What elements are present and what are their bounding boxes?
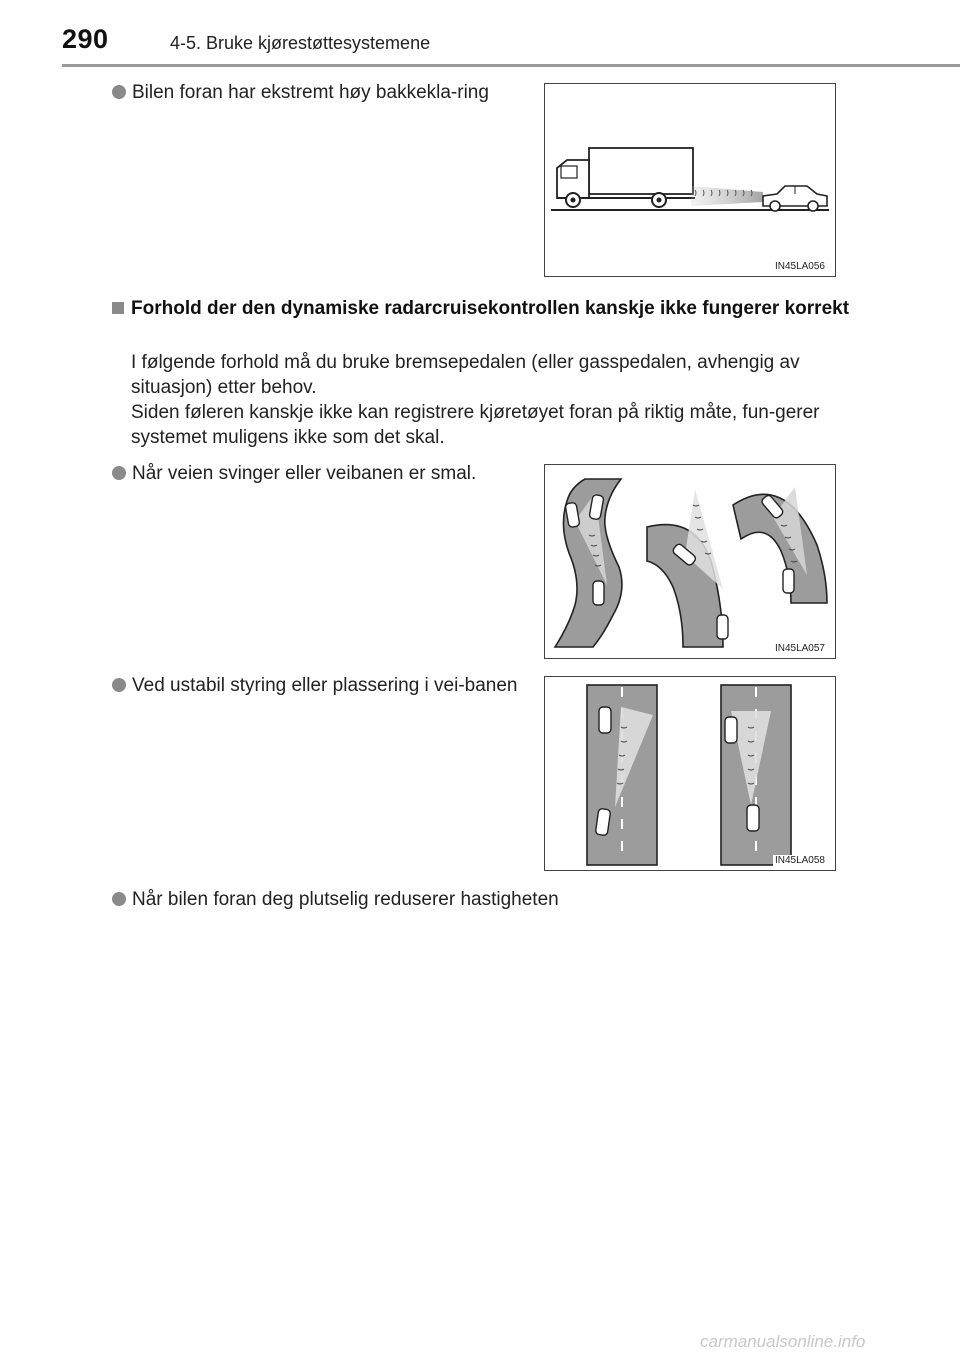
paragraph: Siden føleren kanskje ikke kan registrere kjøretøyet foran på riktig måte, fun-gerer systemet muligens ikke som det skal. (131, 402, 820, 448)
car-top-view (599, 707, 611, 733)
figure-unstable-steering (544, 676, 836, 871)
figure-code: IN45LA056 (774, 261, 825, 272)
bullet-item (112, 887, 872, 912)
section-heading-text: Forhold der den dynamiske radarcruisekontrollen kanskje ikke fungerer korrekt (131, 298, 850, 319)
truck-box (589, 148, 693, 194)
truck-illustration (545, 84, 835, 276)
figure-high-clearance (544, 83, 836, 277)
curved-roads-illustration (545, 465, 835, 658)
car-top-view (593, 581, 604, 605)
chapter-title: 4-5. Bruke kjørestøttesystemene (170, 33, 431, 53)
bullet-dot-icon (112, 85, 126, 99)
bullet-item (112, 461, 520, 486)
bullet-text: Bilen foran har ekstremt høy bakkekla-ring (132, 82, 489, 103)
bullet-dot-icon (112, 892, 126, 906)
car-top-view (725, 717, 737, 743)
bullet-item (112, 80, 520, 105)
bullet-text: Når veien svinger eller veibanen er smal. (132, 463, 477, 484)
paragraph: I følgende forhold må du bruke bremsepedalen (eller gasspedalen, avhengig av situasjon) etter behov. (131, 352, 800, 398)
watermark: carmanualsonline.info (700, 1332, 866, 1351)
figure-code: IN45LA058 (774, 855, 825, 866)
car-top-view (747, 805, 759, 831)
section-heading (112, 296, 864, 322)
figure-curved-road (544, 464, 836, 659)
bullet-item (112, 673, 520, 698)
bullet-dot-icon (112, 466, 126, 480)
bullet-dot-icon (112, 678, 126, 692)
page-number: 290 (62, 24, 109, 54)
road-left-curve (647, 525, 723, 647)
header-divider (62, 64, 960, 67)
car-top-view (717, 615, 728, 639)
figure-code: IN45LA057 (774, 643, 825, 654)
bullet-text: Når bilen foran deg plutselig reduserer hastigheten (132, 889, 559, 910)
straight-lanes-illustration (545, 677, 835, 870)
car-top-view (783, 569, 794, 593)
bullet-text: Ved ustabil styring eller plassering i vei-banen (132, 675, 518, 696)
section-square-icon (112, 302, 124, 314)
